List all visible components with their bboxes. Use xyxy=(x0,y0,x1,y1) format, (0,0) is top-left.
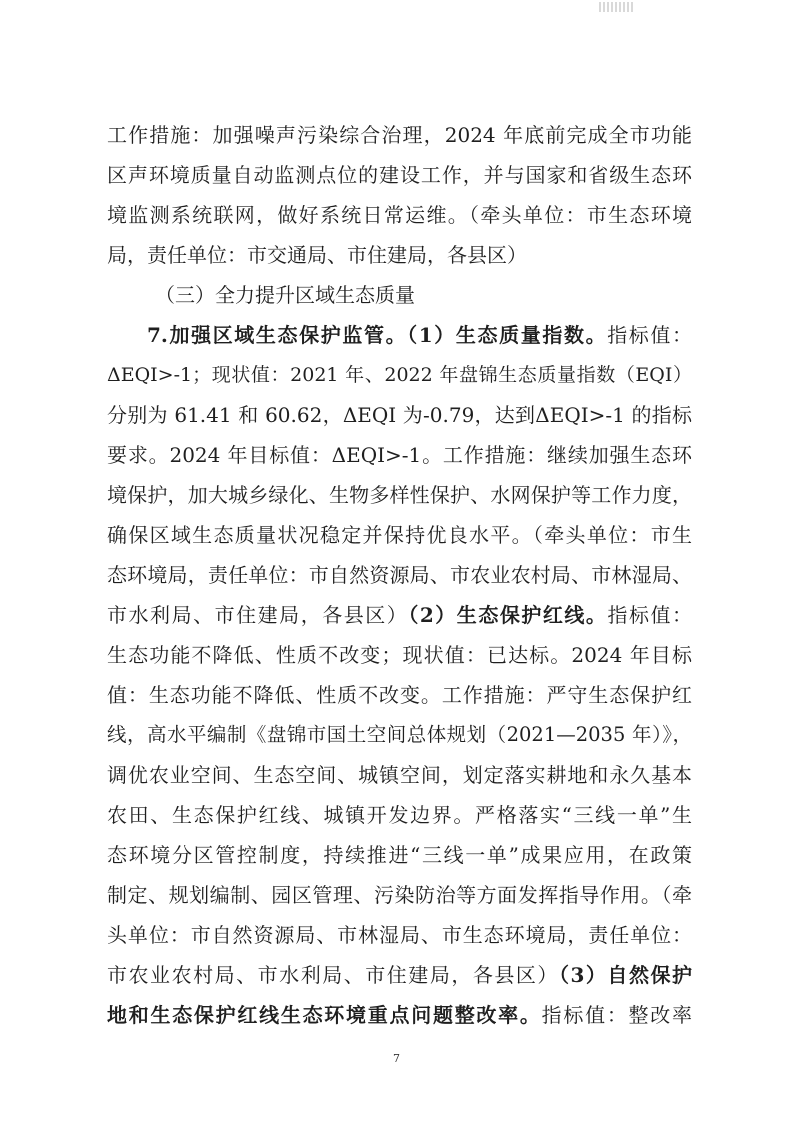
text-run: 调优农业空间、生态空间、城镇空间，划定落实耕地和永久基本 xyxy=(107,763,692,787)
text-line xyxy=(107,475,692,515)
page-number: 7 xyxy=(393,1052,400,1065)
scan-mark xyxy=(599,2,635,12)
text-run: ΔEQI>-1；现状值：2021 年、2022 年盘锦生态质量指数（EQI） xyxy=(107,364,692,386)
text-line xyxy=(107,355,692,395)
text-run: 生态功能不降低、性质不改变；现状值：已达标。2024 年目标 xyxy=(107,643,692,667)
text-run: 确保区域生态质量状况稳定并保持优良水平。（牵头单位：市生 xyxy=(107,523,692,547)
text-line xyxy=(107,155,692,195)
text-line xyxy=(107,955,692,995)
text-run: 线，高水平编制《盘锦市国土空间总体规划（2021—2035 年）》， xyxy=(107,723,692,746)
text-line xyxy=(107,195,692,235)
text-line xyxy=(107,875,692,915)
text-run: 指标值：整改率 xyxy=(541,1003,693,1027)
text-line xyxy=(107,795,692,835)
bold-run: （2）生态保护红线。 xyxy=(408,603,608,627)
text-run: 要求。2024 年目标值：ΔEQI>-1。工作措施：继续加强生态环 xyxy=(107,443,692,467)
text-line xyxy=(107,675,692,715)
text-line xyxy=(107,515,692,555)
text-run: 境监测系统联网，做好系统日常运维。（牵头单位：市生态环境 xyxy=(107,203,692,227)
text-run: 指标值： xyxy=(607,323,693,347)
text-run: 态环境分区管控制度，持续推进“三线一单”成果应用，在政策 xyxy=(107,843,692,867)
text-run: 指标值： xyxy=(607,603,693,627)
text-run: 工作措施：加强噪声污染综合治理，2024 年底前完成全市功能 xyxy=(107,123,692,147)
text-run: 境保护，加大城乡绿化、生物多样性保护、水网保护等工作力度， xyxy=(107,483,692,507)
text-line xyxy=(107,715,692,755)
section-heading xyxy=(107,275,692,315)
text-line xyxy=(107,995,692,1035)
text-line xyxy=(107,115,692,155)
text-line xyxy=(107,315,692,355)
body-text xyxy=(107,115,692,1035)
text-line xyxy=(107,235,692,275)
bold-run: （3）自然保护 xyxy=(558,963,692,987)
bold-run: 地和生态保护红线生态环境重点问题整改率。 xyxy=(107,1003,542,1027)
text-run: 值：生态功能不降低、性质不改变。工作措施：严守生态保护红 xyxy=(107,683,692,707)
text-run: 制定、规划编制、园区管理、污染防治等方面发挥指导作用。（牵 xyxy=(107,883,692,907)
text-line xyxy=(107,635,692,675)
text-line xyxy=(107,435,692,475)
text-line xyxy=(107,915,692,955)
text-run: 市水利局、市住建局，各县区） xyxy=(107,603,409,627)
text-line xyxy=(107,395,692,435)
text-line xyxy=(107,755,692,795)
text-run: 局，责任单位：市交通局、市住建局，各县区） xyxy=(107,243,527,267)
text-run: 分别为 61.41 和 60.62，ΔEQI 为-0.79，达到ΔEQI>-1 的指标 xyxy=(107,403,692,427)
text-run: 头单位：市自然资源局、市林湿局、市生态环境局，责任单位： xyxy=(107,923,692,947)
text-line xyxy=(107,595,692,635)
text-run: 区声环境质量自动监测点位的建设工作，并与国家和省级生态环 xyxy=(107,163,692,187)
text-run: （三）全力提升区域生态质量 xyxy=(155,283,415,307)
text-run: 市农业农村局、市水利局、市住建局，各县区） xyxy=(107,963,559,987)
bold-run: 7.加强区域生态保护监管。（1）生态质量指数。 xyxy=(147,323,608,347)
text-run: 农田、生态保护红线、城镇开发边界。严格落实“三线一单”生 xyxy=(107,803,692,827)
text-line xyxy=(107,835,692,875)
text-run: 态环境局，责任单位：市自然资源局、市农业农村局、市林湿局、 xyxy=(107,563,692,587)
text-line xyxy=(107,555,692,595)
